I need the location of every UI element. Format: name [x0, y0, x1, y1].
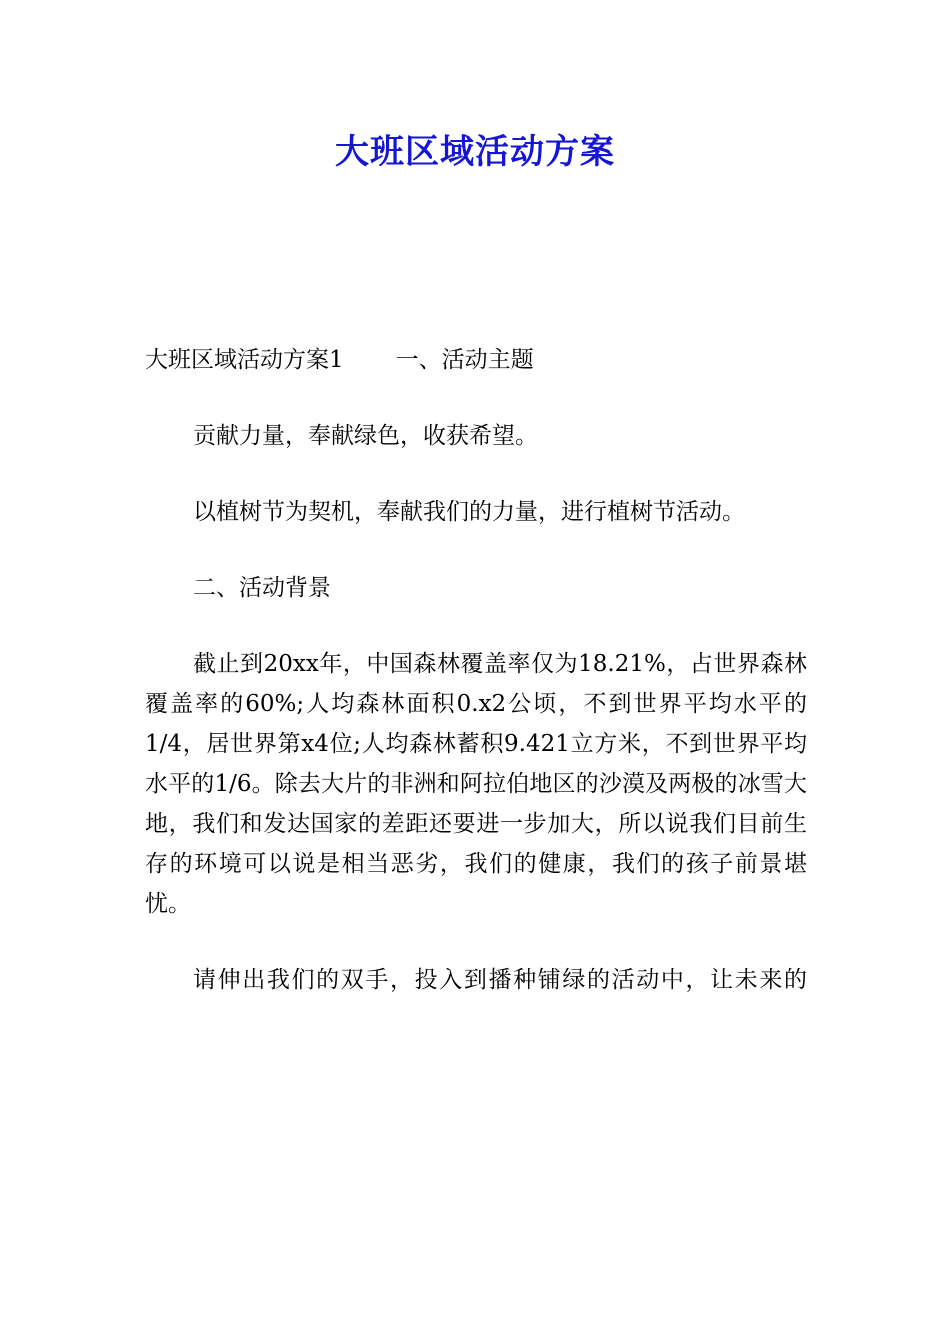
plan-subtitle: 大班区域活动方案1: [145, 347, 344, 373]
document-body: [145, 340, 807, 1036]
document-title: 大班区域活动方案: [335, 132, 615, 172]
section-heading-theme: 一、活动主题: [395, 347, 534, 373]
paragraph-call-to-action: 请伸出我们的双手，投入到播种铺绿的活动中，让未来的: [193, 967, 807, 993]
paragraph-background: 截止到20xx年，中国森林覆盖率仅为18.21%，占世界森林覆盖率的60%;人均森林面积0.x2公顷，不到世界平均水平的1/4，居世界第x4位;人均森林蓄积9.421立方米，不到世界平均水平的1/6。除去大片的非洲和阿拉伯地区的沙漠及两极的冰雪大地，我们和发达国家的差距还要进一步加大，所以说我们目前生存的环境可以说是相当恶劣，我们的健康，我们的孩子前景堪忧。: [145, 651, 807, 917]
section-heading-background: 二、活动背景: [193, 575, 331, 601]
first-heading-line: [145, 340, 807, 380]
paragraph-occasion: 以植树节为契机，奉献我们的力量，进行植树节活动。: [193, 499, 745, 525]
paragraph-slogan: 贡献力量，奉献绿色，收获希望。: [193, 423, 538, 449]
